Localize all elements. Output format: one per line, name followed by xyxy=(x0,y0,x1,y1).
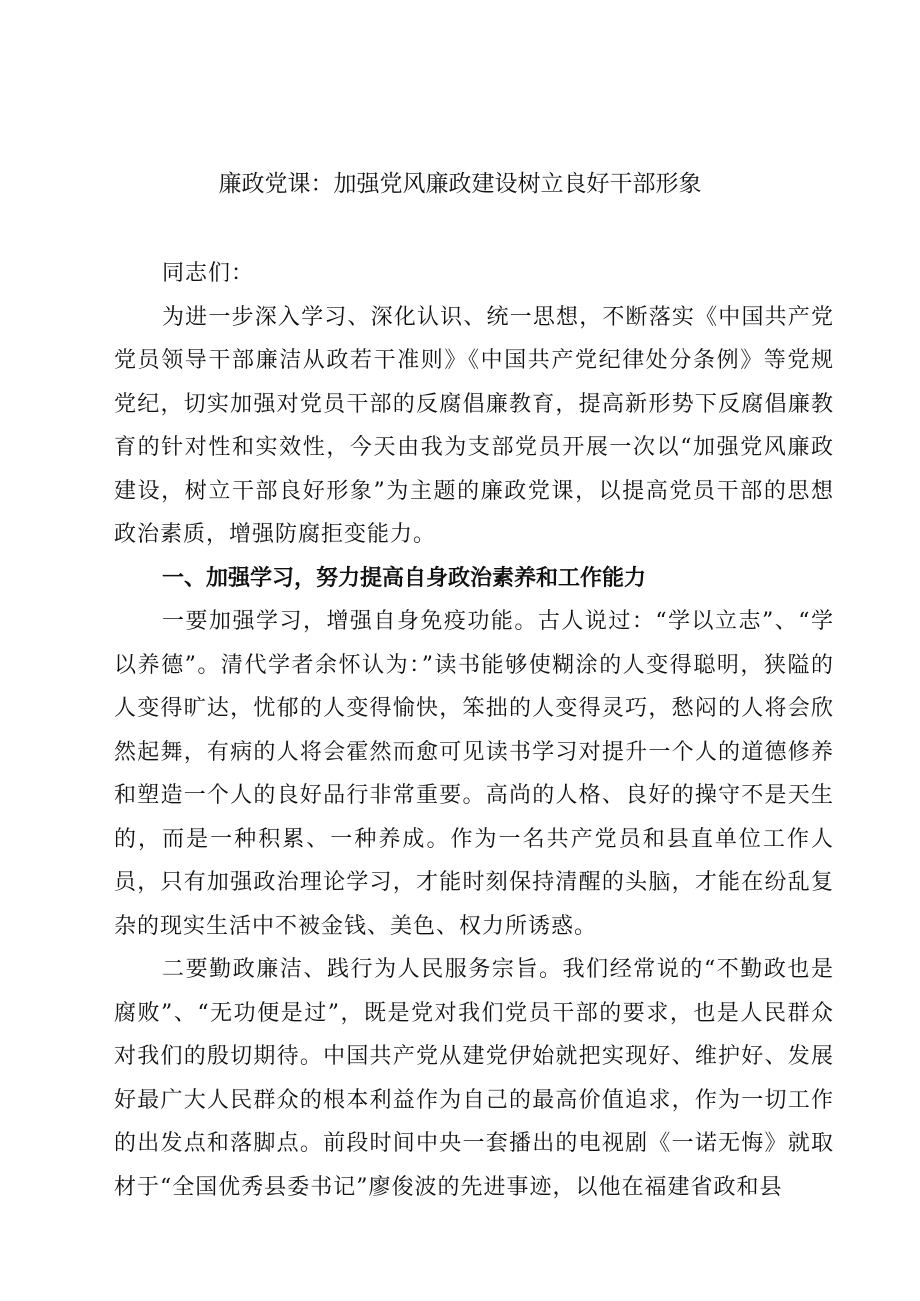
paragraph-2: 二要勤政廉洁、践行为人民服务宗旨。我们经常说的“不勤政也是腐败”、“无功便是过”，既是党对我们党员干部的要求，也是人民群众对我们的殷切期待。中国共产党从建党伊始就把实现好、维护好、发展好最广大人民群众的根本利益作为自己的最高价值追求，作为一切工作的出发点和落脚点。前段时间中央一套播出的电视剧《一诺无悔》就取材于“全国优秀县委书记”廖俊波的先进事迹，以他在福建省政和县 xyxy=(114,957,834,1200)
document-body xyxy=(114,252,834,1209)
document-title: 廉政党课：加强党风廉政建设树立良好干部形象 xyxy=(218,171,702,197)
intro-paragraph: 为进一步深入学习、深化认识、统一思想，不断落实《中国共产党党员领导干部廉洁从政若干准则》《中国共产党纪律处分条例》等党规党纪，切实加强对党员干部的反腐倡廉教育，提高新形势下反腐倡廉教育的针对性和实效性，今天由我为支部党员开展一次以“加强党风廉政建设，树立干部良好形象”为主题的廉政党课，以提高党员干部的思想政治素质，增强防腐拒变能力。 xyxy=(114,304,834,547)
salutation: 同志们： xyxy=(162,261,255,286)
paragraph-1: 一要加强学习，增强自身免疫功能。古人说过：“学以立志”、“学以养德”。清代学者余怀认为：”读书能够使糊涂的人变得聪明，狭隘的人变得旷达，忧郁的人变得愉快，笨拙的人变得灵巧，愁闷的人将会欣然起舞，有病的人将会霍然而愈可见读书学习对提升一个人的道德修养和塑造一个人的良好品行非常重要。高尚的人格、良好的操守不是天生的，而是一种积累、一种养成。作为一名共产党员和县直单位工作人员，只有加强政治理论学习，才能时刻保持清醒的头脑，才能在纷乱复杂的现实生活中不被金钱、美色、权力所诱惑。 xyxy=(114,609,834,939)
section-heading-1: 一、加强学习，努力提高自身政治素养和工作能力 xyxy=(162,565,647,591)
